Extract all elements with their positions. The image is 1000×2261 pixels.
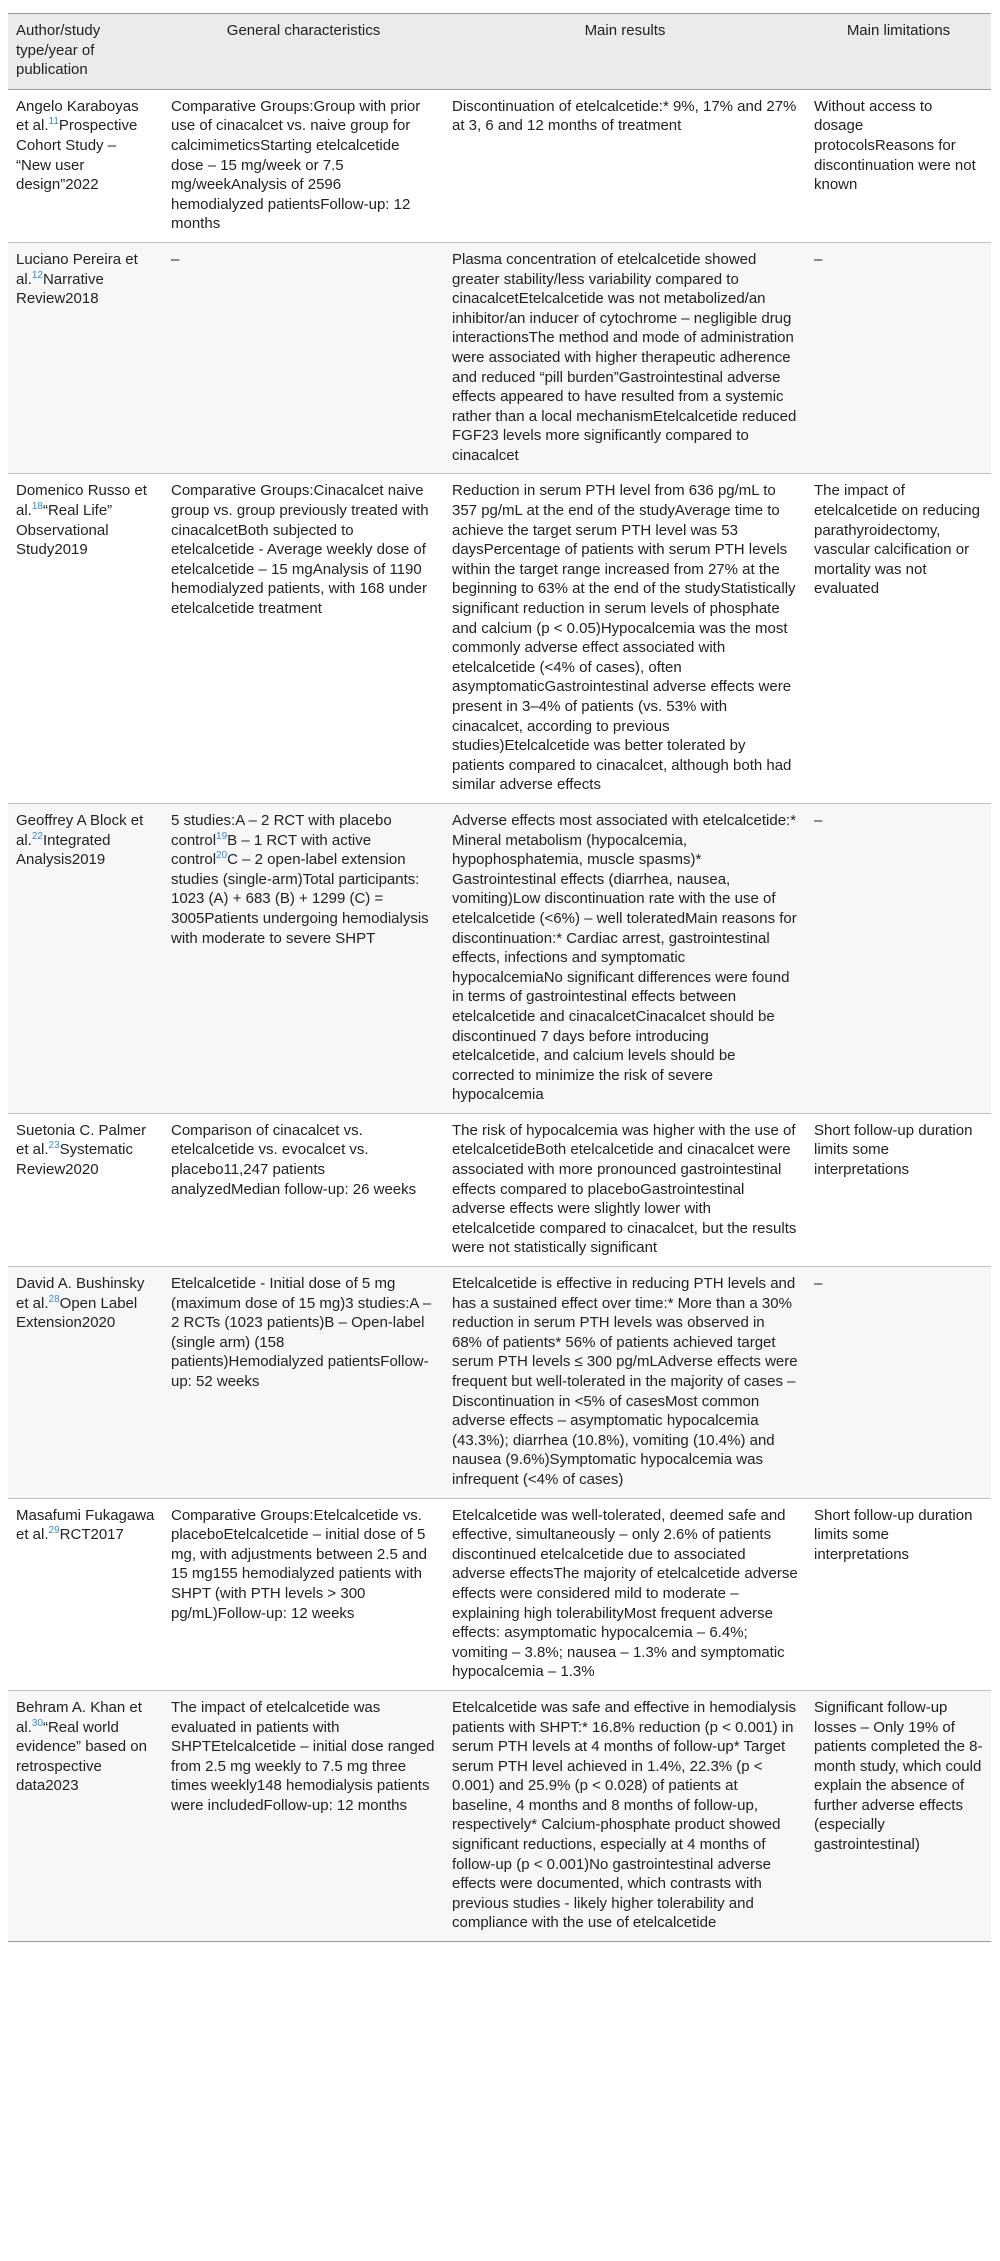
results-cell: Etelcalcetide was well-tolerated, deemed safe and effective, simultaneously – only 2.6% of patients discontinued etelcalcetide due to associated adverse effectsThe majority of etelcalcetide adverse effects were considered mild to moderate – explaining high tolerabilityMost frequent adverse effects: asymptomatic hypocalcemia – 6.4%; vomiting – 3.8%; nausea – 1.3% and symptomatic hypocalcemia – 1.3% <box>444 1498 806 1690</box>
characteristics-cell: Etelcalcetide - Initial dose of 5 mg (maximum dose of 15 mg)3 studies:A – 2 RCTs (1023 patients)B – Open-label (single arm) (158 patients)Hemodialyzed patientsFollow-up: 52 weeks <box>163 1267 444 1499</box>
reference-link[interactable]: 23 <box>48 1140 60 1152</box>
characteristics-cell: The impact of etelcalcetide was evaluated in patients with SHPTEtelcalcetide – initial dose ranged from 2.5 mg weekly to 7.5 mg three times weekly148 hemodialysis patients were includedFollow-up: 12 months <box>163 1690 444 1941</box>
table-body <box>8 89 991 1941</box>
author-name: Suetonia C. Palmer et al. <box>16 1121 147 1159</box>
limitations-cell: Without access to dosage protocolsReasons for discontinuation were not known <box>806 89 991 242</box>
reference-link[interactable]: 28 <box>48 1293 60 1305</box>
reference-link[interactable]: 11 <box>48 116 59 128</box>
reference-link[interactable]: 22 <box>31 830 43 842</box>
table-row <box>8 803 991 1113</box>
study-type: “Real world evidence” based on retrospective data2023 <box>16 1718 147 1795</box>
header-limitations: Main limitations <box>806 14 991 90</box>
reference-link[interactable]: 29 <box>48 1525 60 1537</box>
author-cell <box>8 1498 163 1690</box>
study-type: RCT2017 <box>59 1526 124 1544</box>
study-type: Narrative Review2018 <box>16 270 104 308</box>
author-cell <box>8 474 163 804</box>
header-characteristics: General characteristics <box>163 14 444 90</box>
table-row <box>8 89 991 242</box>
study-type: Integrated Analysis2019 <box>16 831 111 869</box>
characteristics-cell: Comparative Groups:Group with prior use of cinacalcet vs. naive group for calcimimeticsStarting etelcalcetide dose – 15 mg/week or 7.5 mg/weekAnalysis of 2596 hemodialyzed patientsFollow-up: 12 months <box>163 89 444 242</box>
characteristics-part-b: B – 1 RCT with active control <box>171 831 372 869</box>
reference-link[interactable]: 18 <box>31 501 43 513</box>
reference-link[interactable]: 19 <box>216 830 228 842</box>
table-row <box>8 1267 991 1499</box>
study-type: Systematic Review2020 <box>16 1141 134 1179</box>
characteristics-cell: Comparative Groups:Etelcalcetide vs. placeboEtelcalcetide – initial dose of 5 mg, with adjustments between 2.5 and 15 mg155 hemodialyzed patients with SHPT (with PTH levels > 300 pg/mL)Follow-up: 12 weeks <box>163 1498 444 1690</box>
reference-link[interactable]: 20 <box>216 850 228 862</box>
characteristics-cell: Comparison of cinacalcet vs. etelcalcetide vs. evocalcet vs. placebo11,247 patients analyzedMedian follow-up: 26 weeks <box>163 1113 444 1266</box>
results-cell: Adverse effects most associated with etelcalcetide:* Mineral metabolism (hypocalcemia, hypophosphatemia, muscle spasms)* Gastrointestinal effects (diarrhea, nausea, vomiting)Low discontinuation rate with the use of etelcalcetide (<6%) – well toleratedMain reasons for discontinuation:* Cardiac arrest, gastrointestinal effects, infections and symptomatic hypocalcemiaNo significant differences were found in terms of gastrointestinal effects between etelcalcetide and cinacalcetCinacalcet should be discontinued 7 days before introducing etelcalcetide, and calcium levels should be corrected to minimize the risk of severe hypocalcemia <box>444 803 806 1113</box>
results-cell: Discontinuation of etelcalcetide:* 9%, 17% and 27% at 3, 6 and 12 months of treatment <box>444 89 806 242</box>
header-author: Author/study type/year of publication <box>8 14 163 90</box>
limitations-cell: Short follow-up duration limits some interpretations <box>806 1498 991 1690</box>
author-name: Luciano Pereira et al. <box>16 250 138 288</box>
limitations-cell: – <box>806 242 991 474</box>
limitations-cell: – <box>806 803 991 1113</box>
reference-link[interactable]: 12 <box>31 269 43 281</box>
characteristics-cell <box>163 803 444 1113</box>
table-row <box>8 1498 991 1690</box>
table-row <box>8 1113 991 1266</box>
characteristics-part-a: 5 studies:A – 2 RCT with placebo control <box>171 811 392 849</box>
author-cell <box>8 803 163 1113</box>
characteristics-cell: Comparative Groups:Cinacalcet naive group vs. group previously treated with cinacalcetBoth subjected to etelcalcetide - Average weekly dose of etelcalcetide – 15 mgAnalysis of 1190 hemodialyzed patients, with 168 under etelcalcetide treatment <box>163 474 444 804</box>
table-header <box>8 14 991 90</box>
table-row <box>8 1690 991 1941</box>
limitations-cell: – <box>806 1267 991 1499</box>
study-type: “Real Life” Observational Study2019 <box>16 502 113 559</box>
author-name: Masafumi Fukagawa et al. <box>16 1506 155 1544</box>
studies-table <box>8 13 991 1942</box>
study-type: Open Label Extension2020 <box>16 1294 138 1332</box>
author-cell <box>8 1690 163 1941</box>
author-name: Angelo Karaboyas et al. <box>16 97 139 135</box>
author-name: Geoffrey A Block et al. <box>16 811 144 849</box>
table-row <box>8 474 991 804</box>
limitations-cell: Short follow-up duration limits some interpretations <box>806 1113 991 1266</box>
author-name: Domenico Russo et al. <box>16 482 147 520</box>
results-cell: The risk of hypocalcemia was higher with the use of etelcalcetideBoth etelcalcetide and cinacalcet were associated with more pronounced gastrointestinal effects compared to placeboGastrointestinal adverse effects were slightly lower with etelcalcetide compared to cinacalcet, but the results were not statistically significant <box>444 1113 806 1266</box>
author-cell <box>8 1113 163 1266</box>
header-results: Main results <box>444 14 806 90</box>
author-name: Behram A. Khan et al. <box>16 1698 142 1736</box>
limitations-cell: Significant follow-up losses – Only 19% of patients completed the 8-month study, which could explain the absence of further adverse effects (especially gastrointestinal) <box>806 1690 991 1941</box>
results-cell: Etelcalcetide is effective in reducing PTH levels and has a sustained effect over time:* More than a 30% reduction in serum PTH levels was observed in 68% of patients* 56% of patients achieved target serum PTH levels ≤ 300 pg/mLAdverse effects were frequent but well-tolerated in the majority of cases – Discontinuation in <5% of casesMost common adverse effects – asymptomatic hypocalcemia (43.3%); diarrhea (10.8%), vomiting (10.4%) and nausea (9.6%)Symptomatic hypocalcemia was infrequent (<4% of cases) <box>444 1267 806 1499</box>
header-row <box>8 14 991 90</box>
author-cell <box>8 1267 163 1499</box>
reference-link[interactable]: 30 <box>31 1717 43 1729</box>
table-row <box>8 242 991 474</box>
study-type: Prospective Cohort Study – “New user design”2022 <box>16 117 138 194</box>
limitations-cell: The impact of etelcalcetide on reducing parathyroidectomy, vascular calcification or mortality was not evaluated <box>806 474 991 804</box>
results-cell: Plasma concentration of etelcalcetide showed greater stability/less variability compared to cinacalcetEtelcalcetide was not metabolized/an inhibitor/an inducer of cytochrome – negligible drug interactionsThe method and mode of administration were associated with higher therapeutic adherence and reduced “pill burden”Gastrointestinal adverse effects appeared to have resulted from a systemic rather than a local mechanismEtelcalcetide reduced FGF23 levels more significantly compared to cinacalcet <box>444 242 806 474</box>
results-cell: Reduction in serum PTH level from 636 pg/mL to 357 pg/mL at the end of the studyAverage time to achieve the target serum PTH level was 53 daysPercentage of patients with serum PTH levels within the target range increased from 27% at the beginning to 63% at the end of the studyStatistically significant reduction in serum levels of phosphate and calcium (p < 0.05)Hypocalcemia was the most commonly adverse effect associated with etelcalcetide (<4% of cases), often asymptomaticGastrointestinal adverse effects were present in 3–4% of patients (vs. 53% with cinacalcet, according to previous studies)Etelcalcetide was better tolerated by patients compared to cinacalcet, although both had similar adverse effects <box>444 474 806 804</box>
characteristics-cell: – <box>163 242 444 474</box>
author-name: David A. Bushinsky et al. <box>16 1275 145 1312</box>
results-cell: Etelcalcetide was safe and effective in hemodialysis patients with SHPT:* 16.8% reduction (p < 0.001) in serum PTH levels at 4 months of follow-up* Target serum PTH level achieved in 1.4%, 22.3% (p < 0.001) and 25.9% (p < 0.028) of patients at baseline, 4 months and 8 months of follow-up, respectively* Calcium-phosphate product showed significant reductions, especially at 4 months of follow-up (p < 0.001)No gastrointestinal adverse effects were documented, which contrasts with previous studies - likely higher tolerability and compliance with the use of etelcalcetide <box>444 1690 806 1941</box>
author-cell <box>8 242 163 474</box>
characteristics-part-c: C – 2 open-label extension studies (single-arm)Total participants: 1023 (A) + 683 (B) + 1299 (C) = 3005Patients undergoing hemodialysis with moderate to severe SHPT <box>171 851 429 947</box>
author-cell <box>8 89 163 242</box>
